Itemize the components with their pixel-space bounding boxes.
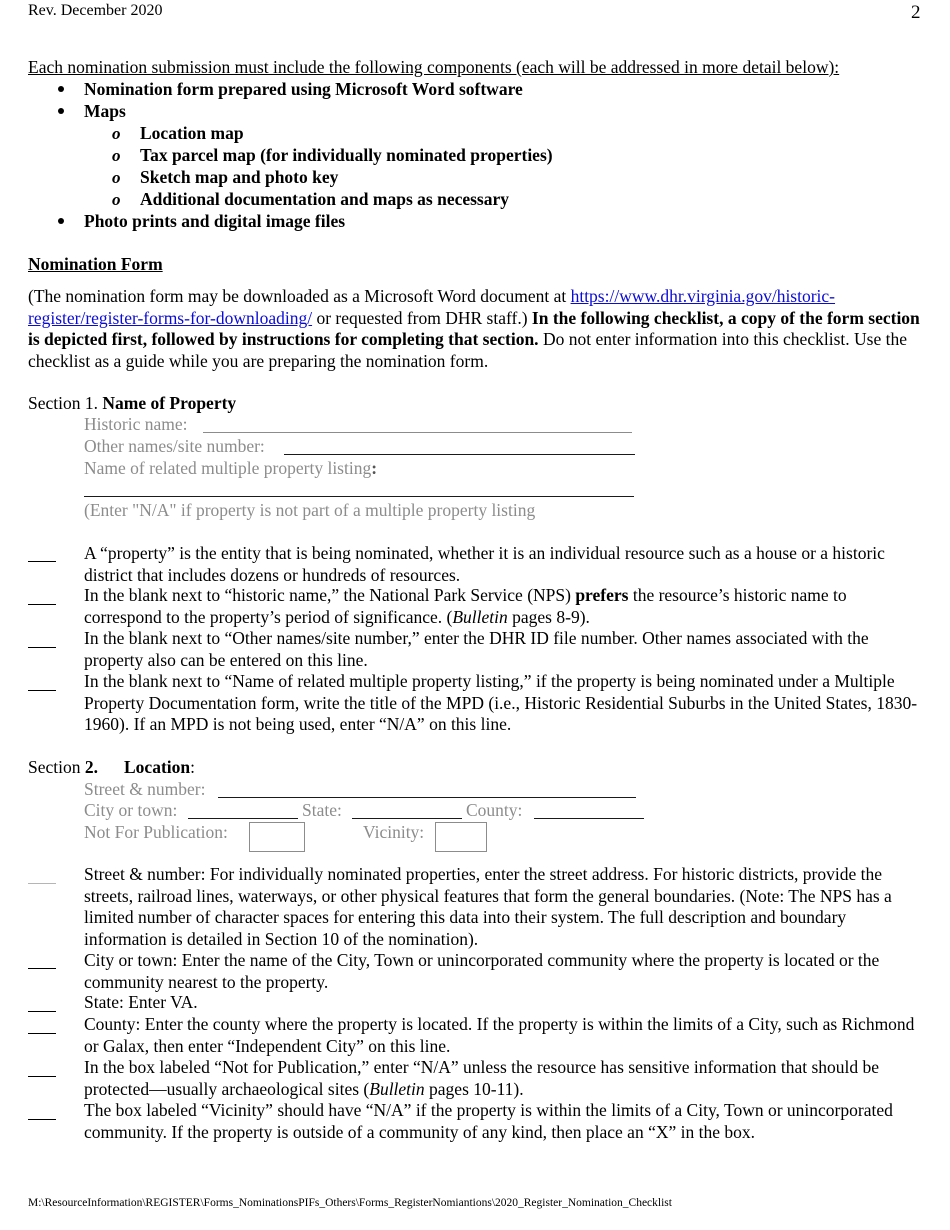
sub-bullet-icon: o — [112, 124, 121, 143]
vicinity-box — [435, 822, 487, 852]
checklist-blank — [28, 1076, 56, 1077]
component-subitem: Sketch map and photo key — [140, 167, 339, 187]
checklist-item: The box labeled “Vicinity” should have “N/A” if the property is within the limits of a City, Town or unincorporated community. If the property is outside of a community of any kind, then place an “X” in the box. — [84, 1100, 893, 1142]
checklist-text: the resource’s historic name to correspond to the property’s period of significance. ( — [84, 585, 847, 627]
nomination-form-heading: Nomination Form — [28, 254, 163, 274]
checklist-text: In the box labeled “Not for Publication,” enter “N/A” unless the resource has sensitive information that should be protected—usually archaeological sites ( — [84, 1057, 880, 1099]
component-subitem: Tax parcel map (for individually nominated properties) — [140, 145, 553, 165]
section-label: Section 1. — [28, 393, 103, 413]
historic-name-blank — [203, 432, 632, 433]
checklist-item: Street & number: For individually nominated properties, enter the street address. For historic districts, provide the streets, railroad lines, waterways, or other physical features that form the general boundaries. (Note: The NPS has a limited number of character spaces for entering this data into their system. The full description and boundary information is detailed in Section 10 of the nomination). — [84, 864, 892, 949]
section-1-heading — [28, 393, 236, 415]
intro-bold-text: In the following checklist, a copy of the form section is depicted first, followed by instructions for completing that section. — [28, 307, 920, 349]
component-subitem: Additional documentation and maps as necessary — [140, 189, 510, 209]
related-mpl-note: (Enter "N/A" if property is not part of a multiple property listing — [84, 500, 536, 520]
checklist-blank — [28, 968, 56, 969]
section-label: Section — [28, 757, 85, 777]
intro-text: Do not enter information into this checklist. Use the checklist as a guide while you are preparing the nomination form. — [28, 329, 907, 371]
vicinity-label: Vicinity: — [363, 822, 425, 842]
street-blank — [218, 797, 636, 798]
checklist-item: County: Enter the county where the property is located. If the property is within the limits of a City, such as Richmond or Galax, then enter “Independent City” on this line. — [84, 1014, 915, 1056]
checklist-text: In the blank next to “historic name,” the National Park Service (NPS) — [84, 585, 576, 605]
checklist-item: In the blank next to “Name of related multiple property listing,” if the property is being nominated under a Multiple Property Documentation form, write the title of the MPD (i.e., Historic Residential Suburbs in the United States, 1830-1960). If an MPD is not being used, enter “N/A” on this line. — [84, 671, 918, 734]
state-label: State: — [302, 800, 342, 820]
forms-download-link[interactable]: https://www.dhr.virginia.gov/historic-register/register-forms-for-downloading/ — [28, 286, 836, 328]
component-item: Maps — [84, 101, 126, 121]
section-title: Location — [124, 757, 191, 777]
checklist-blank — [28, 1033, 56, 1034]
related-mpl-text: Name of related multiple property listing — [84, 458, 372, 478]
sub-bullet-icon: o — [112, 146, 121, 165]
checklist-italic: Bulletin — [369, 1078, 425, 1099]
checklist-blank — [28, 1011, 56, 1012]
section-title: Name of Property — [102, 393, 237, 413]
intro-text: or requested from DHR staff.) — [312, 307, 532, 328]
bullet-icon — [58, 108, 64, 114]
checklist-item: A “property” is the entity that is being nominated, whether it is an individual resource such as a house or a historic district that includes dozens or hundreds of resources. — [84, 543, 885, 585]
not-for-publication-box — [249, 822, 305, 852]
checklist-italic: Bulletin — [452, 606, 508, 627]
checklist-item — [84, 1057, 924, 1100]
section-2-heading — [28, 757, 195, 779]
county-label: County: — [466, 800, 523, 820]
other-names-blank — [284, 454, 635, 455]
revision-date: Rev. December 2020 — [28, 2, 163, 19]
checklist-blank — [28, 1119, 56, 1120]
other-names-label: Other names/site number: — [84, 436, 265, 456]
state-blank — [352, 818, 462, 819]
nfp-label: Not For Publication: — [84, 822, 228, 842]
component-item: Nomination form prepared using Microsoft Word software — [84, 79, 523, 99]
related-mpl-colon: : — [371, 458, 378, 478]
bullet-icon — [58, 218, 64, 224]
bullet-icon — [58, 86, 64, 92]
county-blank — [534, 818, 644, 819]
section-number: 2. — [84, 757, 98, 777]
section-colon: : — [190, 757, 195, 777]
checklist-blank — [28, 690, 56, 691]
checklist-blank — [28, 647, 56, 648]
intro-text: (The nomination form may be downloaded as a Microsoft Word document at — [28, 286, 571, 306]
checklist-blank — [28, 604, 56, 605]
components-heading: Each nomination submission must include the following components (each will be addressed in more detail below): — [28, 57, 840, 77]
sub-bullet-icon: o — [112, 168, 121, 187]
checklist-blank — [28, 561, 56, 562]
sub-bullet-icon: o — [112, 190, 121, 209]
city-blank — [188, 818, 298, 819]
footer-file-path: M:\ResourceInformation\REGISTER\Forms_NominationsPIFs_Others\Forms_RegisterNomiantions\2020_Register_Nomination_Checklist — [28, 1197, 672, 1209]
related-mpl-blank — [84, 496, 634, 497]
checklist-item: In the blank next to “Other names/site number,” enter the DHR ID file number. Other names associated with the property also can be entered on this line. — [84, 628, 869, 670]
checklist-bold: prefers — [575, 585, 629, 605]
component-item: Photo prints and digital image files — [84, 211, 346, 231]
related-mpl-label — [84, 458, 377, 480]
checklist-item: City or town: Enter the name of the City, Town or unincorporated community where the property is located or the community nearest to the property. — [84, 950, 880, 992]
component-subitem: Location map — [140, 123, 244, 143]
checklist-item — [84, 585, 924, 628]
street-label: Street & number: — [84, 779, 206, 799]
historic-name-label: Historic name: — [84, 414, 188, 434]
checklist-text: pages 10-11). — [424, 1078, 524, 1099]
city-label: City or town: — [84, 800, 178, 820]
checklist-item: State: Enter VA. — [84, 992, 198, 1012]
checklist-text: pages 8-9). — [507, 606, 590, 627]
checklist-blank — [28, 883, 56, 884]
nomination-form-intro — [28, 286, 923, 372]
page-number: 2 — [911, 2, 921, 23]
